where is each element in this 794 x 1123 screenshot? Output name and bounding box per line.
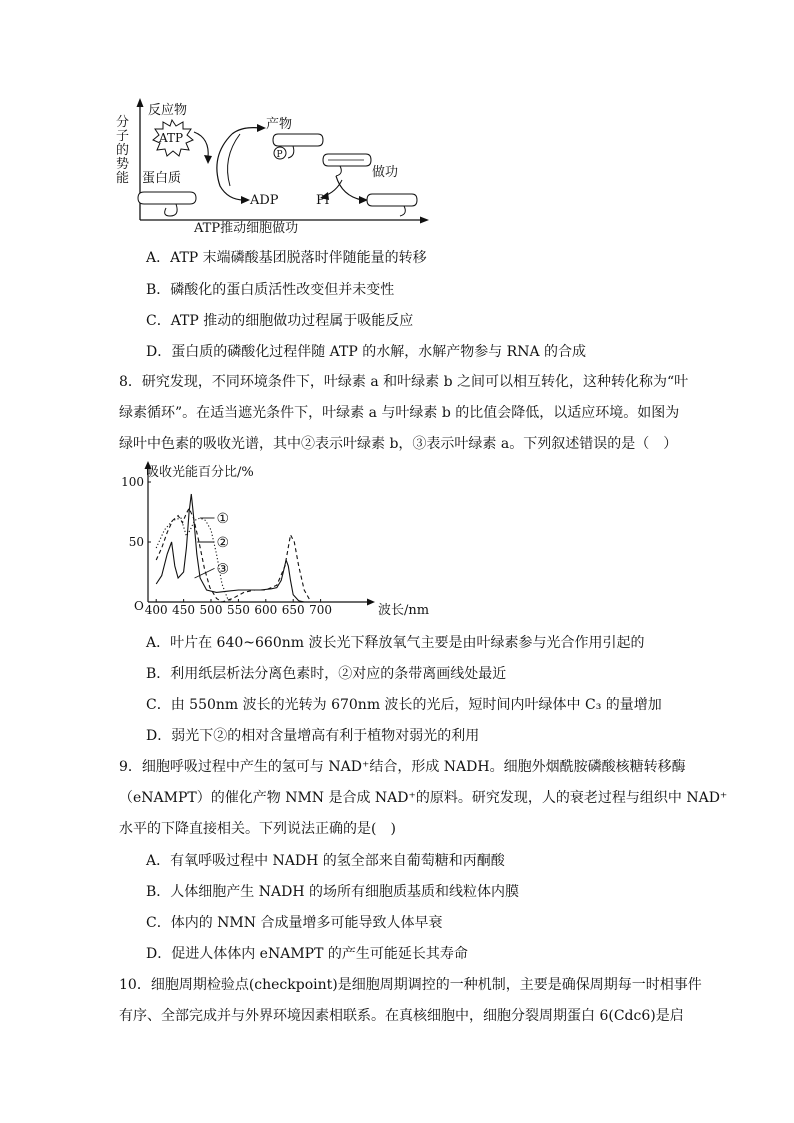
- q8-stem-line-3: 绿叶中色素的吸收光谱，其中②表示叶绿素 b，③表示叶绿素 a。下列叙述错误的是（ ）: [119, 436, 678, 452]
- q9-option-c: C．体内的 NMN 合成量增多可能导致人体早衰: [146, 915, 443, 931]
- x-tick-label: 650: [281, 603, 305, 617]
- q9-option-b: B．人体细胞产生 NADH 的场所有细胞质基质和线粒体内膜: [146, 884, 519, 900]
- annotation-leader-3: [195, 568, 215, 578]
- q9-stem-line-3: 水平的下降直接相关。下列说法正确的是( ): [119, 821, 396, 837]
- x-axis-label: 波长/nm: [378, 603, 430, 618]
- atp-work-diagram: [110, 96, 430, 238]
- y-axis-label: [116, 115, 129, 186]
- q9-option-a: A．有氧呼吸过程中 NADH 的氢全部来自葡萄糖和丙酮酸: [146, 853, 505, 869]
- x-tick-label: 500: [199, 603, 223, 617]
- q8-option-c: C．由 550nm 波长的光转为 670nm 波长的光后，短时间内叶绿体中 C₃ 的量增加: [146, 697, 662, 713]
- atp-label: ATP: [159, 131, 184, 145]
- work-label: 做功: [372, 165, 399, 180]
- q9-stem-line-1: 9．细胞呼吸过程中产生的氢可与 NAD⁺结合，形成 NADH。细胞外烟酰胺磷酸核糖转移酶: [119, 759, 686, 775]
- y-axis-label: 吸收光能百分比/%: [146, 465, 254, 480]
- protein-label: 蛋白质: [142, 171, 182, 186]
- x-axis-arrow: [367, 599, 375, 606]
- q9-stem-line-2: （eNAMPT）的催化产物 NMN 是合成 NAD⁺的原料。研究发现，人的衰老过程与组织中 NAD⁺: [119, 790, 728, 806]
- annotation-label-3: ③: [216, 561, 230, 578]
- x-tick-label: 700: [309, 603, 333, 617]
- x-tick-label: 450: [172, 603, 196, 617]
- atp-diagram-caption: ATP推动细胞做功: [194, 221, 299, 236]
- product-label: 产物: [266, 117, 293, 132]
- q10-stem-line-1: 10．细胞周期检验点(checkpoint)是细胞周期调控的一种机制，主要是确保周期每一时相事件: [119, 977, 702, 993]
- q8-stem-line-2: 绿素循环”。在适当遮光条件下，叶绿素 a 与叶绿素 b 的比值会降低，以适应环境。如图为: [119, 405, 680, 421]
- q8-option-b: B．利用纸层析法分离色素时，②对应的条带离画线处最近: [146, 666, 507, 682]
- q7-option-a: A．ATP 末端磷酸基团脱落时伴随能量的转移: [146, 250, 427, 266]
- absorption-spectrum-chart: [116, 460, 430, 622]
- annotation-label-1: ①: [216, 511, 230, 527]
- phosphorylated-protein-shape: [273, 134, 323, 146]
- protein-shape: [138, 192, 196, 204]
- reactant-label: 反应物: [148, 103, 188, 118]
- q8-option-a: A．叶片在 640~660nm 波长光下释放氧气主要是由叶绿素参与光合作用引起的: [146, 635, 645, 651]
- q8-stem-line-1: 8．研究发现，不同环境条件下，叶绿素 a 和叶绿素 b 之间可以相互转化，这种转化称为“叶: [119, 374, 689, 390]
- q9-option-d: D．促进人体体内 eNAMPT 的产生可能延长其寿命: [146, 946, 468, 962]
- x-tick-label: 550: [226, 603, 250, 617]
- q8-option-d: D．弱光下②的相对含量增高有利于植物对弱光的利用: [146, 728, 480, 744]
- y-tick-label: 50: [128, 535, 144, 549]
- phosphate-label: P: [276, 150, 283, 160]
- origin-label: O: [134, 599, 144, 613]
- x-tick-label: 400: [144, 603, 168, 617]
- q7-option-c: C．ATP 推动的细胞做功过程属于吸能反应: [146, 313, 414, 329]
- series-line-2: [156, 508, 309, 602]
- svg-text:分子的势能: 分子的势能: [116, 115, 130, 186]
- pi-label: Pi: [316, 193, 329, 208]
- adp-label: ADP: [250, 193, 279, 208]
- x-tick-label: 600: [254, 603, 278, 617]
- q10-stem-line-2: 有序、全部完成并与外界环境因素相联系。在真核细胞中，细胞分裂周期蛋白 6(Cdc6)是启: [119, 1008, 684, 1024]
- annotation-label-2: ②: [216, 535, 230, 551]
- series-line-3: [156, 494, 304, 602]
- q7-option-b: B．磷酸化的蛋白质活性改变但并未变性: [146, 282, 395, 298]
- final-protein-shape: [367, 194, 417, 206]
- q7-option-d: D．蛋白质的磷酸化过程伴随 ATP 的水解，水解产物参与 RNA 的合成: [146, 344, 587, 360]
- y-tick-label: 100: [121, 475, 144, 489]
